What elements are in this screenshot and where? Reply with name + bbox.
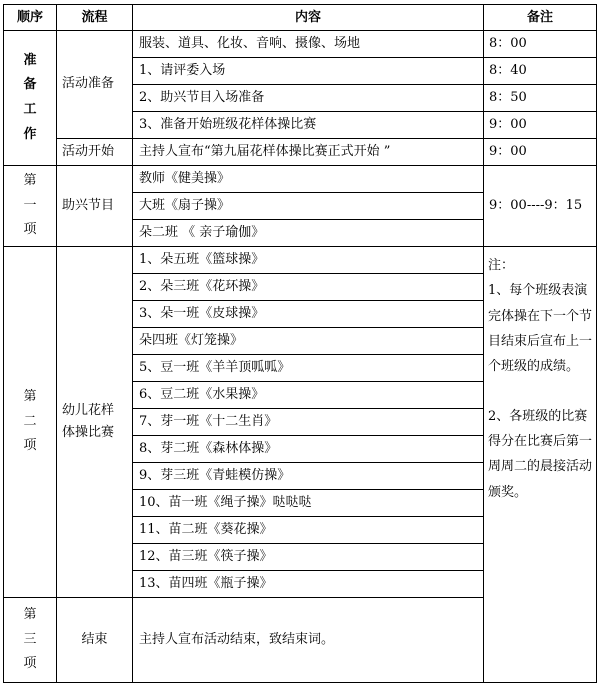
section1-seq-char: 第	[23, 172, 37, 188]
section2-seq-cell	[4, 247, 57, 598]
row-content: 2、朵三班《花环操》	[133, 274, 484, 301]
row-content: 13、苗四班《瓶子操》	[133, 571, 484, 598]
table-row	[4, 166, 597, 193]
row-content: 12、苗三班《筷子操》	[133, 544, 484, 571]
row-note: 9：00	[484, 112, 597, 139]
row-content: 朵二班 《 亲子瑜伽》	[133, 220, 484, 247]
table-row	[4, 139, 597, 166]
row-content: 服装、道具、化妆、音响、摄像、场地	[133, 31, 484, 58]
section1-seq-char: 一	[23, 197, 37, 213]
section2-flow	[57, 247, 133, 598]
note-title: 注：	[488, 258, 515, 273]
section3-seq-char: 第	[23, 606, 37, 622]
row-content: 2、助兴节目入场准备	[133, 85, 484, 112]
section3-seq-char: 三	[23, 631, 37, 647]
section2-flow-line: 幼儿花样	[62, 402, 115, 418]
header-row	[4, 5, 597, 31]
section2-seq-char: 项	[23, 438, 37, 454]
row-content: 教师《健美操》	[133, 166, 484, 193]
section1-flow: 助兴节目	[57, 166, 133, 247]
row-content: 大班《扇子操》	[133, 193, 484, 220]
section1-note: 9：00----9：15	[484, 166, 597, 247]
row-note: 8：00	[484, 31, 597, 58]
row-content: 1、请评委入场	[133, 58, 484, 85]
header-flow: 流程	[57, 5, 133, 31]
prep-seq-char: 准	[23, 52, 37, 68]
row-content: 朵四班《灯笼操》	[133, 328, 484, 355]
section2-flow-line: 体操比赛	[62, 425, 115, 440]
activity-start-label: 活动开始	[57, 139, 133, 166]
row-content: 主持人宣布活动结束，致结束词。	[133, 598, 484, 683]
prep-seq-char: 工	[23, 102, 37, 117]
section3-flow: 结束	[57, 598, 133, 683]
row-content: 3、朵一班《皮球操》	[133, 301, 484, 328]
row-note: 9：00	[484, 139, 597, 166]
section2-note	[484, 247, 597, 683]
row-content: 5、豆一班《羊羊顶呱呱》	[133, 355, 484, 382]
prep-seq-cell	[4, 31, 57, 166]
section3-seq-cell	[4, 598, 57, 683]
row-note: 8：40	[484, 58, 597, 85]
row-content: 6、豆二班《水果操》	[133, 382, 484, 409]
schedule-table	[3, 4, 597, 683]
header-content: 内容	[133, 5, 484, 31]
note-paragraph: 2、各班级的比赛得分在比赛后第一周周二的晨接活动颁奖。	[488, 408, 593, 500]
row-note: 8：50	[484, 85, 597, 112]
note-spacer	[488, 380, 592, 404]
section2-seq-char: 第	[23, 388, 37, 404]
table-row	[4, 247, 597, 274]
row-content: 1、朵五班《篮球操》	[133, 247, 484, 274]
section2-seq-char: 二	[23, 413, 37, 429]
row-content: 3、准备开始班级花样体操比赛	[133, 112, 484, 139]
section3-seq-char: 项	[23, 656, 37, 672]
section1-seq-char: 项	[23, 222, 37, 238]
activity-prep-label: 活动准备	[57, 31, 133, 139]
row-content: 主持人宣布“第九届花样体操比赛正式开始 ”	[133, 139, 484, 166]
table-row	[4, 31, 597, 58]
section1-seq-cell	[4, 166, 57, 247]
row-content: 7、芽一班《十二生肖》	[133, 409, 484, 436]
row-content: 10、苗一班《绳子操》哒哒哒	[133, 490, 484, 517]
row-content: 11、苗二班《葵花操》	[133, 517, 484, 544]
header-seq: 顺序	[4, 5, 57, 31]
row-content: 9、芽三班《青蛙模仿操》	[133, 463, 484, 490]
note-paragraph: 1、每个班级表演完体操在下一个节目结束后宣布上一个班级的成绩。	[488, 283, 593, 375]
row-content: 8、芽二班《森林体操》	[133, 436, 484, 463]
header-note: 备注	[484, 5, 597, 31]
prep-seq-char: 作	[23, 126, 37, 142]
prep-seq-char: 备	[23, 77, 37, 93]
schedule-document	[3, 4, 597, 683]
